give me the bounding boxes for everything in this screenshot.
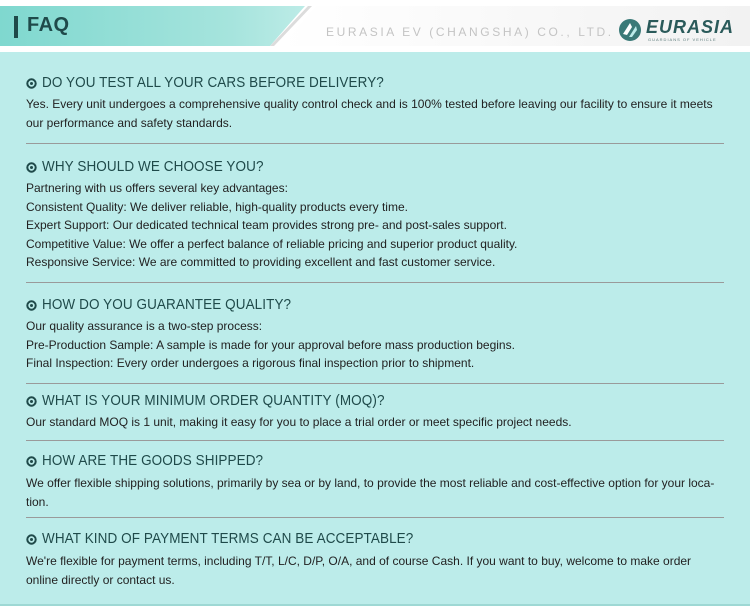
faq-question bbox=[26, 530, 724, 548]
faq-answer-line: Pre-Production Sample: A sample is made for your approval before mass production begins. bbox=[26, 337, 515, 352]
bullet-circle-icon bbox=[26, 534, 37, 545]
faq-item bbox=[26, 530, 724, 589]
faq-answer bbox=[26, 95, 724, 132]
faq-answer-line: Final Inspection: Every order undergoes a rigorous final inspection prior to shipment. bbox=[26, 356, 475, 370]
faq-item bbox=[26, 296, 724, 373]
bullet-circle-icon bbox=[26, 396, 37, 407]
faq-item bbox=[26, 452, 724, 511]
faq-question-text: DO YOU TEST ALL YOUR CARS BEFORE DELIVERY? bbox=[42, 74, 384, 91]
faq-item bbox=[26, 158, 724, 272]
page-header bbox=[0, 0, 750, 52]
faq-answer-line: Partnering with us offers several key advantages: bbox=[26, 181, 288, 195]
faq-answer-line: online directly or contact us. bbox=[26, 572, 175, 587]
faq-answer-line: Competitive Value: We offer a perfect balance of reliable pricing and superior product quality. bbox=[26, 236, 518, 251]
faq-divider bbox=[26, 440, 724, 441]
company-name: EURASIA EV (CHANGSHA) CO., LTD. bbox=[326, 25, 614, 39]
faq-question-text: WHAT KIND OF PAYMENT TERMS CAN BE ACCEPTABLE? bbox=[42, 530, 414, 547]
faq-question bbox=[26, 392, 724, 410]
faq-answer-line: Our quality assurance is a two-step process: bbox=[26, 319, 263, 333]
faq-answer-line: We offer flexible shipping solutions, primarily by sea or by land, to provide the most reliable and cost-effective option for your loca- bbox=[26, 476, 715, 490]
faq-item bbox=[26, 392, 724, 432]
faq-question-text: HOW ARE THE GOODS SHIPPED? bbox=[42, 452, 264, 469]
faq-question bbox=[26, 158, 724, 176]
faq-answer-line: Our standard MOQ is 1 unit, making it easy for you to place a trial order or meet specific project needs. bbox=[26, 415, 572, 429]
faq-divider bbox=[26, 143, 724, 144]
faq-answer bbox=[26, 413, 724, 432]
bullet-circle-icon bbox=[26, 162, 37, 173]
faq-answer bbox=[26, 179, 724, 272]
faq-answer-line: Consistent Quality: We deliver reliable, high-quality products every time. bbox=[26, 199, 408, 214]
faq-divider bbox=[26, 517, 724, 518]
faq-item bbox=[26, 74, 724, 132]
faq-answer bbox=[26, 552, 724, 589]
page-title: FAQ bbox=[27, 14, 70, 36]
bullet-circle-icon bbox=[26, 456, 37, 467]
faq-answer-line: Expert Support: Our dedicated technical team provides strong pre- and post-sales support. bbox=[26, 218, 507, 232]
bullet-circle-icon bbox=[26, 78, 37, 89]
faq-answer-line: Responsive Service: We are committed to providing excellent and fast customer service. bbox=[26, 255, 496, 269]
faq-question bbox=[26, 74, 724, 92]
logo-wordmark: EURASIA bbox=[646, 17, 735, 37]
faq-answer-line: Yes. Every unit undergoes a comprehensive quality control check and is 100% tested before leaving our facility to ensure it meets bbox=[26, 97, 713, 111]
faq-divider bbox=[26, 282, 724, 283]
bullet-circle-icon bbox=[26, 300, 37, 311]
faq-divider bbox=[26, 383, 724, 384]
faq-answer bbox=[26, 474, 724, 511]
logo-tagline: GUARDIANS OF VEHICLE bbox=[648, 37, 717, 42]
faq-answer bbox=[26, 317, 724, 373]
faq-question bbox=[26, 452, 724, 470]
faq-question-text: WHAT IS YOUR MINIMUM ORDER QUANTITY (MOQ)? bbox=[42, 392, 385, 409]
faq-answer-line: our performance and safety standards. bbox=[26, 115, 233, 130]
eurasia-logo-icon bbox=[618, 18, 642, 42]
faq-question-text: WHY SHOULD WE CHOOSE YOU? bbox=[42, 158, 264, 175]
faq-question bbox=[26, 296, 724, 314]
title-accent-bar bbox=[14, 16, 18, 38]
faq-question-text: HOW DO YOU GUARANTEE QUALITY? bbox=[42, 296, 292, 313]
faq-answer-line: tion. bbox=[26, 494, 49, 509]
faq-answer-line: We're flexible for payment terms, including T/T, L/C, D/P, O/A, and of course Cash. If you want to buy, welcome to make order bbox=[26, 554, 692, 568]
